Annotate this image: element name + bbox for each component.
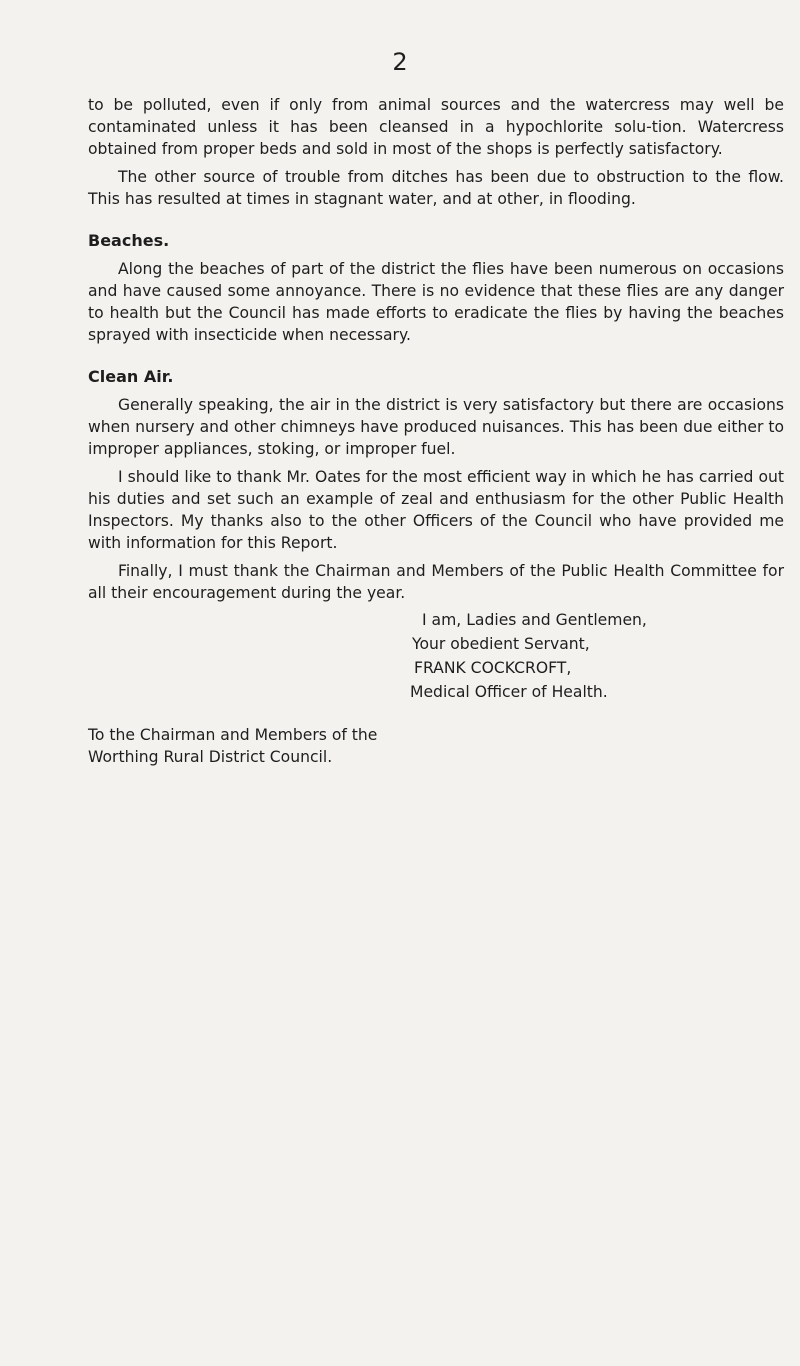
signature-block xyxy=(410,608,784,704)
addressee-block xyxy=(88,724,784,768)
page-number: 2 xyxy=(392,48,408,76)
signoff-salutation: I am, Ladies and Gentlemen, xyxy=(422,611,647,629)
addressee-line-1: To the Chairman and Members of the xyxy=(88,726,378,744)
signoff-closing: Your obedient Servant, xyxy=(412,635,590,653)
report-body xyxy=(88,94,784,768)
paragraph-watercress: to be polluted, even if only from animal sources and the watercress may well be contaminated unless it has been cleansed in a hypochlorite solu-tion. Watercress obtained from proper beds and sold in most of the shops is perfectly satisfactory. xyxy=(88,96,784,158)
paragraph-beaches: Along the beaches of part of the district the flies have been numerous on occasions and have caused some annoyance. There is no evidence that these flies are any danger to health but the Council has made efforts to eradicate the flies by having the beaches sprayed with insecticide when necessary. xyxy=(88,260,784,344)
paragraph-thanks-committee: Finally, I must thank the Chairman and Members of the Public Health Committee for all their encouragement during the year. xyxy=(88,562,784,602)
paragraph-clean-air: Generally speaking, the air in the district is very satisfactory but there are occasions when nursery and other chimneys have produced nuisances. This has been due either to improper appliances, stoking, or improper fuel. xyxy=(88,396,784,458)
addressee-line-2: Worthing Rural District Council. xyxy=(88,748,333,766)
section-heading-clean-air: Clean Air. xyxy=(88,367,174,386)
section-heading-beaches: Beaches. xyxy=(88,231,170,250)
signoff-title: Medical Officer of Health. xyxy=(410,683,608,701)
paragraph-thanks-inspector: I should like to thank Mr. Oates for the most efficient way in which he has carried out his duties and set such an example of zeal and enthusiasm for the other Public Health Inspectors. My thanks also to the other Officers of the Council who have provided me with information for this Report. xyxy=(88,468,784,552)
paragraph-ditches: The other source of trouble from ditches has been due to obstruction to the flow. This has resulted at times in stagnant water, and at other, in flooding. xyxy=(88,168,784,208)
signoff-name: FRANK COCKCROFT, xyxy=(414,659,572,677)
